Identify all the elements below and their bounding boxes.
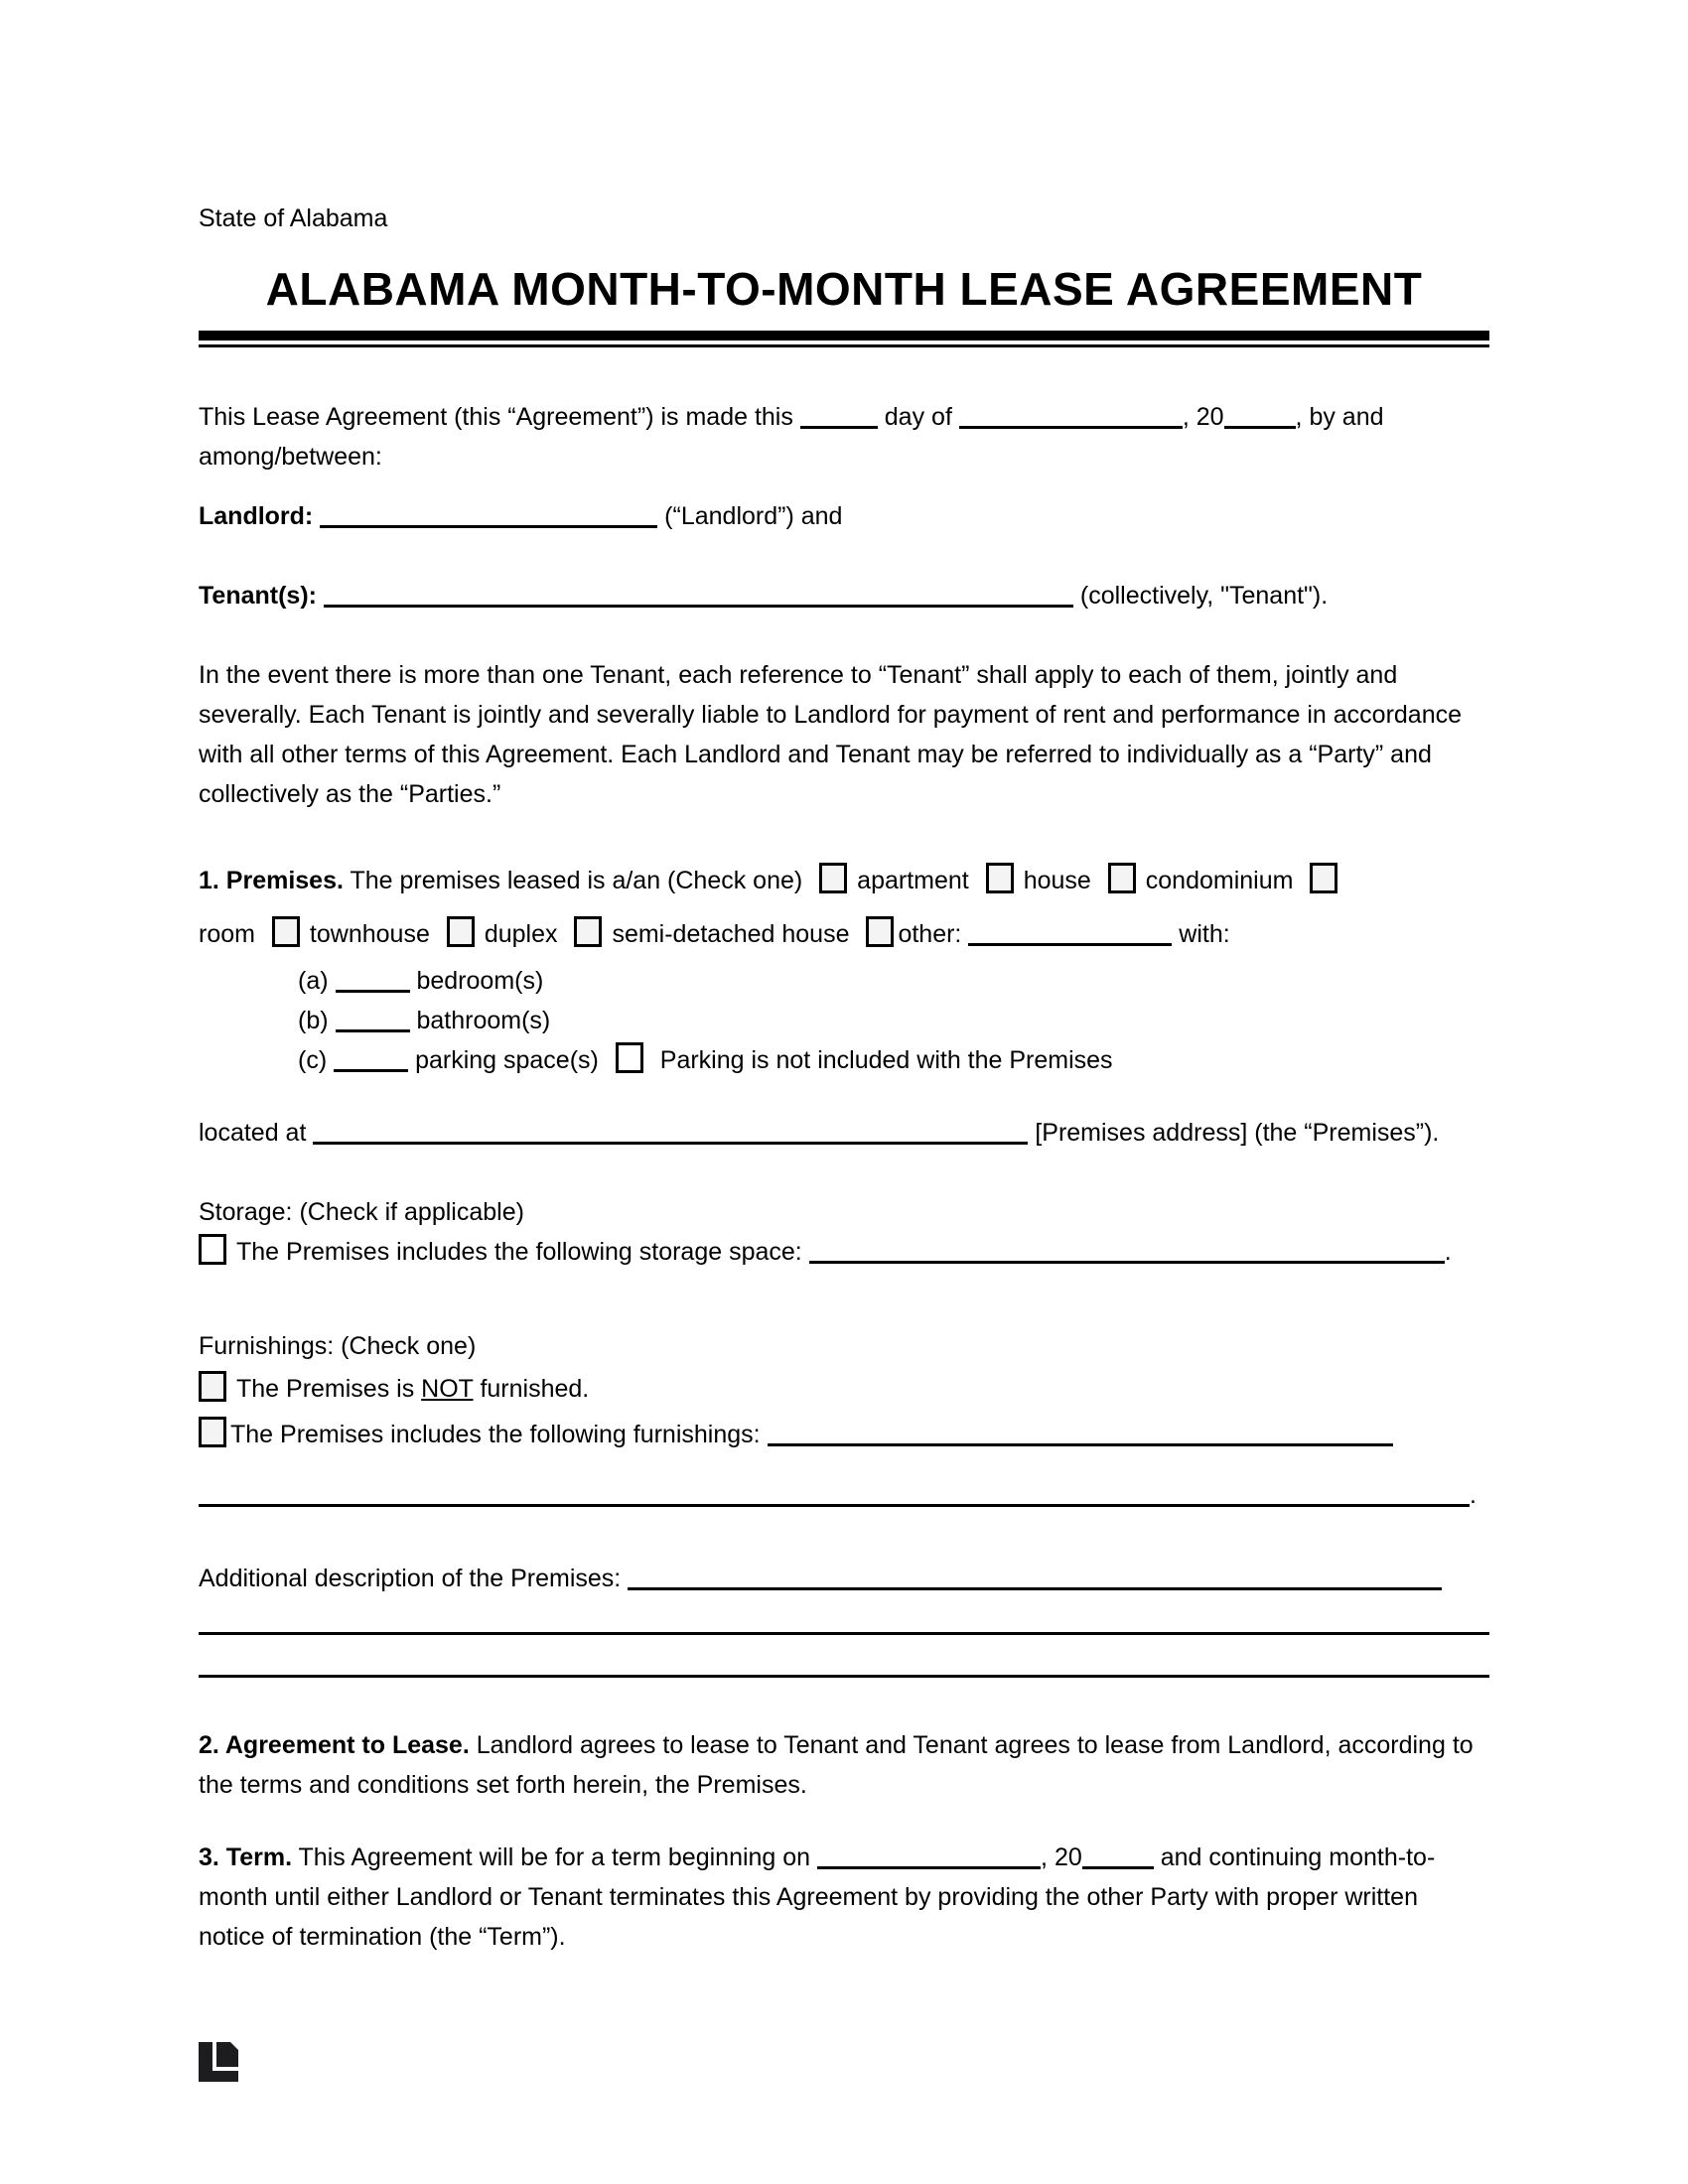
premises-item-a	[298, 961, 1489, 1001]
premises-heading: 1. Premises.	[199, 867, 344, 894]
located-at-line	[199, 1113, 1489, 1153]
parking-spaces-blank-field[interactable]	[334, 1063, 408, 1072]
with-label: with:	[1179, 920, 1230, 948]
joint-liability-paragraph: In the event there is more than one Tenant, each reference to “Tenant” shall apply to each of them, jointly and severally. Each Tenant is jointly and severally liable to Landlord for payment of rent and performance in accordance with all other terms of this Agreement. Each Landlord and Tenant may be referred to individually as a “Party” and collectively as the “Parties.”	[199, 661, 1463, 808]
furnishings-blank-field[interactable]	[768, 1437, 1393, 1446]
item-marker: (b)	[298, 1007, 329, 1034]
tenant-suffix: (collectively, "Tenant").	[1079, 582, 1329, 610]
other-type-blank-field[interactable]	[968, 937, 1172, 946]
intro-text-3: , 20	[1182, 403, 1224, 431]
tenant-line	[199, 576, 1489, 615]
intro-paragraph	[199, 397, 1489, 477]
furnishings-option-2	[199, 1412, 1489, 1457]
tenant-label: Tenant(s):	[199, 582, 317, 610]
other-label: other:	[898, 920, 962, 948]
landlord-name-blank-field[interactable]	[320, 519, 657, 528]
section-2-agreement-to-lease	[199, 1725, 1489, 1805]
premises-type-label: condominium	[1145, 867, 1294, 894]
checkbox-room[interactable]	[1310, 863, 1337, 893]
term-start-date-blank-field[interactable]	[817, 1860, 1041, 1869]
item-label: parking space(s)	[415, 1046, 599, 1074]
storage-period: .	[1444, 1238, 1452, 1266]
premises-type-label: townhouse	[309, 920, 430, 948]
section-3-body-pre: This Agreement will be for a term beginning on	[298, 1843, 811, 1871]
day-blank-field[interactable]	[800, 420, 878, 429]
checkbox-furnished[interactable]	[199, 1417, 226, 1447]
title-rule-divider	[199, 331, 1489, 347]
term-start-year-blank-field[interactable]	[1082, 1860, 1154, 1869]
section-2-heading: 2. Agreement to Lease.	[199, 1731, 470, 1759]
logo-document-shape	[216, 2042, 238, 2067]
furnishings-option1-pre: The Premises is	[236, 1375, 415, 1403]
furnishings-period: .	[1470, 1481, 1477, 1509]
section-3-body-mid: , 20	[1041, 1843, 1082, 1871]
page-title: ALABAMA MONTH-TO-MONTH LEASE AGREEMENT	[265, 263, 1423, 315]
item-marker: (c)	[298, 1046, 328, 1074]
intro-text-4: , by and among/between:	[199, 403, 1384, 471]
bedrooms-blank-field[interactable]	[336, 984, 410, 993]
furnishings-option1-post: furnished.	[480, 1375, 590, 1403]
item-marker: (a)	[298, 967, 329, 995]
checkbox-semi-detached-house[interactable]	[574, 916, 602, 947]
landlord-line	[199, 496, 1489, 536]
storage-space-blank-field[interactable]	[809, 1255, 1445, 1264]
additional-description-line	[199, 1559, 1489, 1598]
storage-option-line	[199, 1232, 1489, 1272]
storage-option-text: The Premises includes the following storage space:	[236, 1238, 802, 1266]
checkbox-storage-included[interactable]	[199, 1234, 226, 1265]
furnishings-not-word: NOT	[421, 1375, 474, 1403]
furnishings-continuation-line	[199, 1475, 1489, 1515]
item-label: bedroom(s)	[416, 967, 544, 995]
year-blank-field[interactable]	[1224, 420, 1296, 429]
parking-not-included-label: Parking is not included with the Premises	[659, 1046, 1113, 1074]
premises-type-label: duplex	[484, 920, 558, 948]
legal-document-logo	[199, 2042, 238, 2082]
premises-type-line-1	[199, 854, 1489, 907]
intro-text-2: day of	[884, 403, 952, 431]
premises-type-label: semi-detached house	[612, 920, 850, 948]
section-3-heading: 3. Term.	[199, 1843, 293, 1871]
premises-lead: The premises leased is a/an (Check one)	[350, 867, 803, 894]
premises-type-label: apartment	[857, 867, 969, 894]
premises-address-blank-field[interactable]	[313, 1136, 1028, 1145]
premises-item-b	[298, 1001, 1489, 1040]
section-2-body: Landlord agrees to lease to Tenant and Tenant agrees to lease from Landlord, according to the terms and conditions set forth herein, the Premises.	[199, 1731, 1474, 1799]
furnishings-option2-text: The Premises includes the following furnishings:	[230, 1421, 761, 1448]
additional-description-label: Additional description of the Premises:	[199, 1565, 622, 1592]
item-label: bathroom(s)	[416, 1007, 551, 1034]
checkbox-duplex[interactable]	[447, 916, 475, 947]
checkbox-condominium[interactable]	[1108, 863, 1136, 893]
additional-description-blank-field-3[interactable]	[199, 1641, 1489, 1678]
located-at-suffix: [Premises address] (the “Premises”).	[1035, 1119, 1440, 1147]
furnishings-blank-field-2[interactable]	[199, 1498, 1470, 1507]
checkbox-townhouse[interactable]	[272, 916, 300, 947]
storage-heading: Storage: (Check if applicable)	[199, 1198, 524, 1226]
state-label: State of Alabama	[199, 205, 388, 232]
additional-description-blank-field[interactable]	[628, 1581, 1442, 1590]
checkbox-other[interactable]	[866, 916, 894, 947]
furnishings-option-1	[199, 1366, 1489, 1412]
checkbox-house[interactable]	[986, 863, 1014, 893]
premises-type-label: room	[199, 920, 255, 948]
landlord-suffix: (“Landlord”) and	[664, 502, 843, 530]
furnishings-heading: Furnishings: (Check one)	[199, 1332, 477, 1360]
premises-type-label: house	[1023, 867, 1091, 894]
bathrooms-blank-field[interactable]	[336, 1024, 410, 1032]
premises-type-line-2	[199, 907, 1489, 961]
intro-text-1: This Lease Agreement (this “Agreement”) is made this	[199, 403, 793, 431]
section-3-body-post: and continuing month-to-month until either Landlord or Tenant terminates this Agreement by providing the other Party with proper written notice of termination (the “Term”).	[199, 1843, 1436, 1951]
month-blank-field[interactable]	[959, 420, 1183, 429]
located-at-label: located at	[199, 1119, 307, 1147]
additional-description-blank-field-2[interactable]	[199, 1598, 1489, 1635]
checkbox-parking-not-included[interactable]	[616, 1042, 643, 1073]
section-3-term	[199, 1838, 1489, 1957]
landlord-label: Landlord:	[199, 502, 314, 530]
tenant-names-blank-field[interactable]	[324, 599, 1073, 608]
premises-item-c	[298, 1040, 1489, 1080]
checkbox-not-furnished[interactable]	[199, 1371, 226, 1402]
checkbox-apartment[interactable]	[819, 863, 847, 893]
